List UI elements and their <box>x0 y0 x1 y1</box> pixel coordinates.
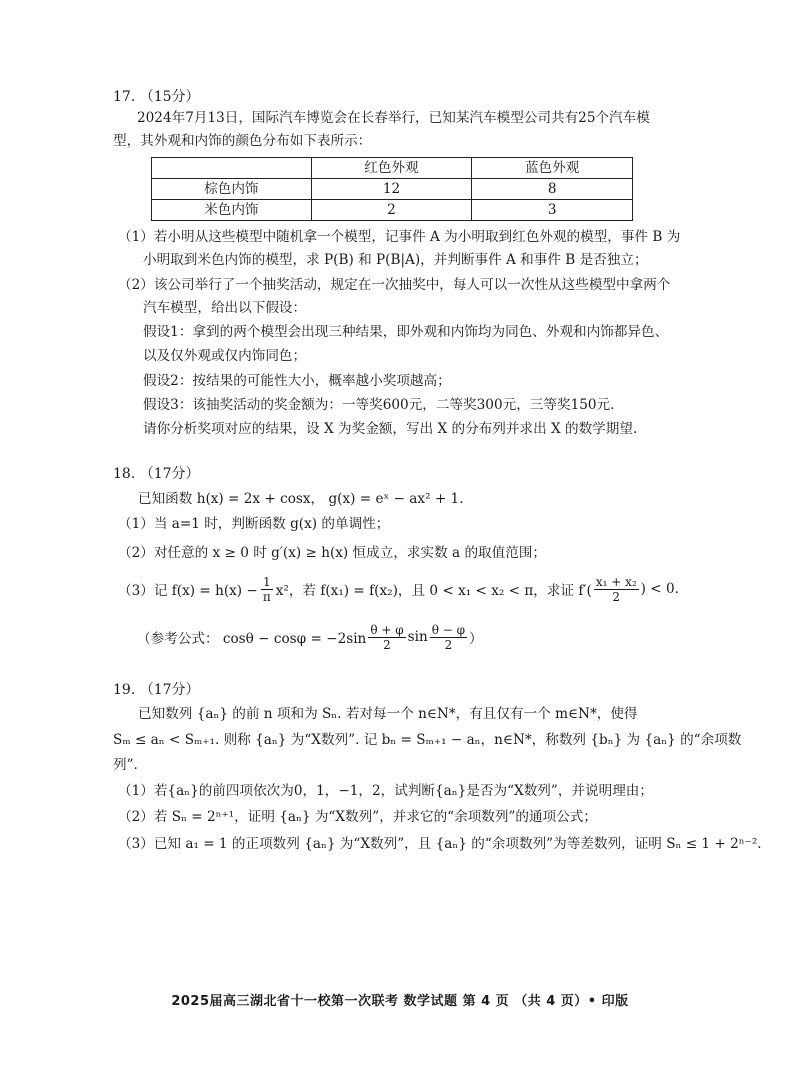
ref-prefix: （参考公式： cosθ − cosφ = −2sin <box>137 631 367 647</box>
table-row <box>152 200 633 221</box>
ref-middle: sin <box>407 629 428 645</box>
q17-part1-line2: 小明取到米色内饰的模型，求 P(B) 和 P(B|A)，并判断事件 A 和事件 B 是否独立； <box>143 252 648 268</box>
q18-header: 18. （17分） <box>113 466 200 482</box>
fraction-numerator: θ + φ <box>370 622 404 637</box>
q17-assumption1-line2: 以及仅外观或仅内饰同色； <box>143 348 307 364</box>
q19-intro-line2: Sₘ ≤ aₙ < Sₘ₊₁. 则称 {aₙ} 为“X数列”. 记 bₙ = Sₘ₊₁ − aₙ，n∈N*，称数列 {bₙ} 为 {aₙ} 的“余项数 <box>113 732 742 748</box>
q18-part3-fraction2 <box>594 575 639 604</box>
q17-assumption3: 假设3：该抽奖活动的奖金额为：一等奖600元，二等奖300元，三等奖150元. <box>143 397 615 413</box>
q18-part3 <box>118 569 679 609</box>
q17-intro-line1: 2024年7月13日，国际汽车博览会在长春举行，已知某汽车模型公司共有25个汽车模 <box>137 110 650 126</box>
q17-assumption2: 假设2：按结果的可能性大小，概率越小奖项越高； <box>143 373 451 389</box>
ref-fraction1 <box>368 623 405 652</box>
q18-part3-end: ) < 0. <box>640 581 679 597</box>
table-col-header-blue: 蓝色外观 <box>472 158 633 179</box>
q17-header: 17. （15分） <box>113 89 200 105</box>
table-cell: 12 <box>311 179 472 200</box>
q18-part3-middle: x²，若 f(x₁) = f(x₂)，且 0 < x₁ < x₂ < π，求证 f′( <box>275 583 592 599</box>
q18-part1: （1）当 a=1 时，判断函数 g(x) 的单调性； <box>118 516 390 532</box>
q17-part1-line1: （1）若小明从这些模型中随机拿一个模型，记事件 A 为小明取到红色外观的模型，事件 B 为 <box>118 229 681 245</box>
fraction-numerator: x₁ + x₂ <box>595 574 637 589</box>
table-row <box>152 179 633 200</box>
fraction-numerator: 1 <box>262 574 271 589</box>
table-corner-cell <box>152 158 312 179</box>
q17-ask: 请你分析奖项对应的结果，设 X 为奖金额，写出 X 的分布列并求出 X 的数学期望. <box>143 421 638 437</box>
q19-part3: （3）已知 a₁ = 1 的正项数列 {aₙ} 为“X数列”，且 {aₙ} 的“余项数列”为等差数列，证明 Sₙ ≤ 1 + 2ⁿ⁻². <box>118 836 762 852</box>
q17-part2-line1: （2）该公司举行了一个抽奖活动，规定在一次抽奖中，每人可以一次性从这些模型中拿两个 <box>118 277 671 293</box>
fraction-denominator: π <box>262 589 271 604</box>
q17-intro-line2: 型，其外观和内饰的颜色分布如下表所示： <box>113 133 372 149</box>
table-row-label: 棕色内饰 <box>152 179 312 200</box>
q18-reference-formula <box>137 617 483 657</box>
q19-part1: （1）若{aₙ}的前四项依次为0，1，−1，2，试判断{aₙ}是否为“X数列”，并说明理由； <box>118 783 653 799</box>
fraction-numerator: θ − φ <box>431 622 466 637</box>
q18-part3-prefix: （3）记 f(x) = h(x) − <box>118 583 258 599</box>
fraction-denominator: 2 <box>444 637 453 652</box>
ref-end: ） <box>469 631 483 647</box>
table-header-row <box>152 158 633 179</box>
color-distribution-table <box>151 157 633 221</box>
q18-part2: （2）对任意的 x ≥ 0 时 g′(x) ≥ h(x) 恒成立，求实数 a 的取值范围； <box>118 545 547 561</box>
q18-part3-fraction <box>261 575 273 604</box>
q19-part2: （2）若 Sₙ = 2ⁿ⁺¹，证明 {aₙ} 为“X数列”，并求它的“余项数列”的通项公式； <box>118 809 597 825</box>
fraction-denominator: 2 <box>383 637 391 652</box>
fraction-denominator: 2 <box>612 589 621 604</box>
table-row-label: 米色内饰 <box>152 200 312 221</box>
q19-header: 19. （17分） <box>113 682 200 698</box>
q19-intro-line1: 已知数列 {aₙ} 的前 n 项和为 Sₙ. 若对每一个 n∈N*，有且仅有一个 m∈N*，使得 <box>138 706 638 722</box>
ref-fraction2 <box>430 623 467 652</box>
q17-assumption1-line1: 假设1：拿到的两个模型会出现三种结果，即外观和内饰均为同色、外观和内饰都异色、 <box>143 324 669 340</box>
q17-part2-line2: 汽车模型，给出以下假设： <box>143 300 307 316</box>
table-cell: 3 <box>472 200 633 221</box>
table-col-header-red: 红色外观 <box>311 158 472 179</box>
table-cell: 8 <box>472 179 633 200</box>
table-cell: 2 <box>311 200 472 221</box>
q18-given: 已知函数 h(x) = 2x + cosx， g(x) = eˣ − ax² + 1. <box>138 491 464 507</box>
q19-intro-line3: 列”. <box>113 757 138 773</box>
page-footer: 2025届高三湖北省十一校第一次联考 数学试题 第 4 页 （共 4 页）• 印版 <box>171 994 629 1009</box>
